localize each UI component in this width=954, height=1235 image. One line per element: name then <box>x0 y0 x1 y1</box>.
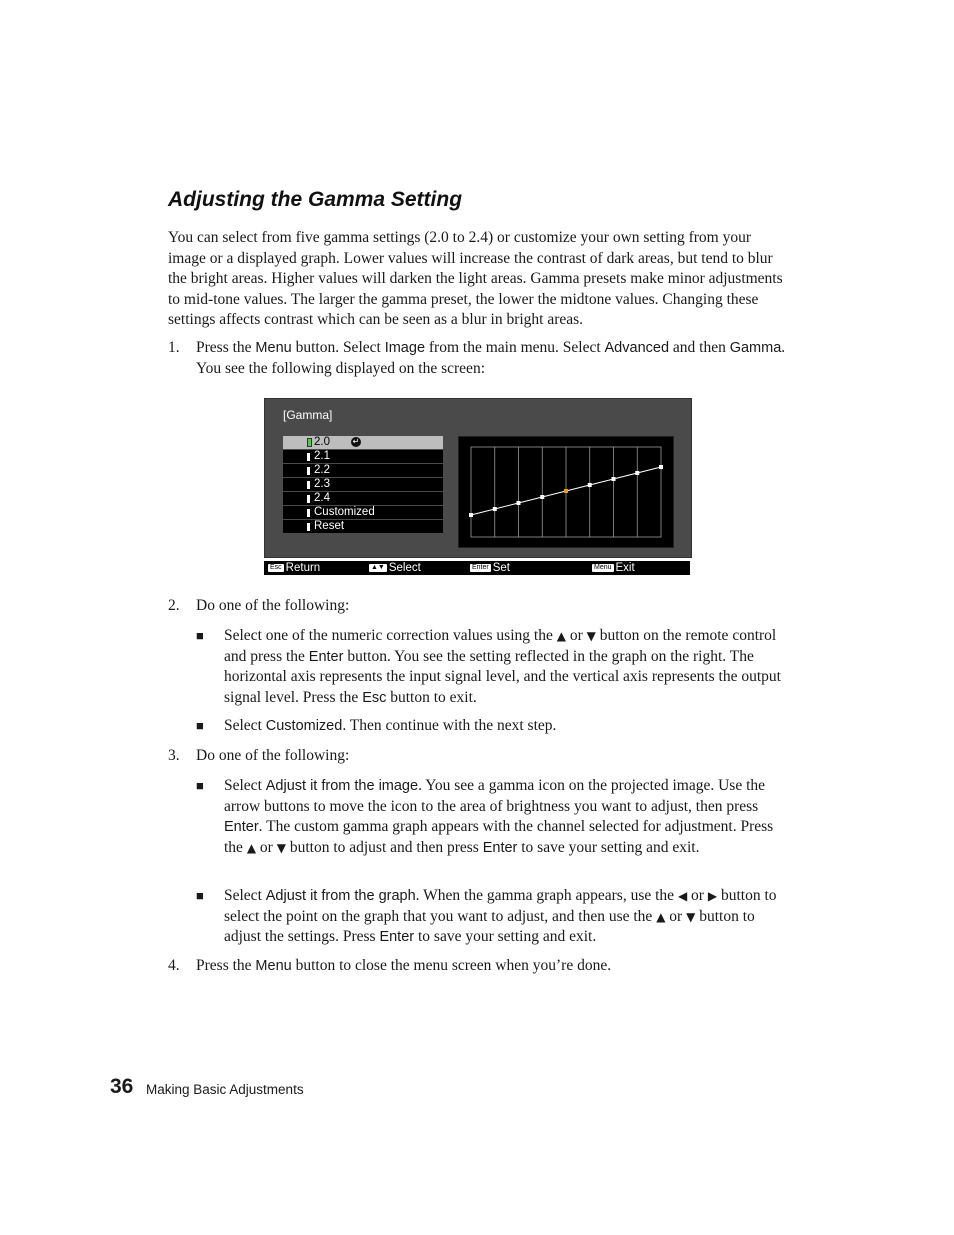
option-indicator-icon <box>307 509 310 517</box>
text: to save your setting and exit. <box>517 838 700 856</box>
text: button to adjust and then press <box>285 838 483 856</box>
text: Select <box>224 717 266 734</box>
option-label: 2.2 <box>314 464 330 476</box>
step-1 <box>168 338 786 379</box>
step-text <box>196 338 786 379</box>
text: Press the <box>196 957 256 974</box>
gamma-point[interactable] <box>517 501 521 505</box>
text: Press the <box>196 339 256 356</box>
ui-term: Enter <box>379 929 415 945</box>
gamma-graph-svg <box>459 437 673 547</box>
ui-term: Advanced <box>604 340 670 356</box>
help-select <box>369 561 421 575</box>
gamma-point[interactable] <box>469 513 473 517</box>
bullet-square-icon: ■ <box>196 888 204 903</box>
help-label: Exit <box>615 562 635 574</box>
menu-help-bar <box>264 561 690 575</box>
step-2-bullet-1 <box>196 626 786 708</box>
help-set <box>470 561 510 575</box>
text: button on the remote control and press the <box>224 627 777 665</box>
ui-term: Enter <box>482 839 518 856</box>
text: button to exit. <box>386 688 477 706</box>
ui-term: Gamma <box>729 340 782 356</box>
option-indicator-icon <box>307 481 310 489</box>
page-number: 36 <box>110 1075 134 1098</box>
bullet-square-icon: ■ <box>196 718 204 733</box>
gamma-point[interactable] <box>588 483 592 487</box>
option-label: Customized <box>314 506 375 518</box>
step-text: Do one of the following: <box>196 747 350 764</box>
ui-term: Customized <box>265 718 343 734</box>
gamma-option[interactable] <box>283 450 443 463</box>
esc-key-icon: Esc <box>270 564 282 571</box>
option-label: 2.4 <box>314 492 330 504</box>
step-3-bullet-2 <box>196 886 786 948</box>
ui-term: Enter <box>224 819 259 835</box>
ui-term: Enter <box>308 648 344 665</box>
text: button to adjust the settings. Press <box>224 907 755 945</box>
text: button. Select <box>291 339 385 356</box>
text: . You see the following displayed on the screen: <box>196 339 786 377</box>
gamma-option[interactable] <box>283 506 443 519</box>
up-arrow-icon: ▲ <box>656 909 666 924</box>
option-indicator-icon <box>307 438 312 447</box>
ui-term: Adjust it from the graph <box>265 888 416 904</box>
step-number: 1. <box>168 339 180 356</box>
text: or <box>687 887 708 904</box>
option-label: 2.1 <box>314 450 330 462</box>
step-number: 3. <box>168 747 180 764</box>
text: or <box>665 907 687 925</box>
bullet-square-icon: ■ <box>196 628 204 643</box>
down-arrow-icon: ▼ <box>276 840 286 855</box>
section-heading: Adjusting the Gamma Setting <box>168 188 463 211</box>
arrow-keys-icon: ▲▼ <box>371 564 385 571</box>
ui-term: Menu <box>255 958 292 974</box>
down-arrow-icon: ▼ <box>586 629 596 643</box>
help-exit <box>592 561 635 575</box>
gamma-point[interactable] <box>635 471 639 475</box>
text: to save your setting and exit. <box>414 928 597 945</box>
gamma-menu-title: [Gamma] <box>283 408 333 422</box>
right-arrow-icon: ▶ <box>707 889 718 903</box>
gamma-point[interactable] <box>493 507 497 511</box>
ui-term: Esc <box>362 689 387 706</box>
help-label: Select <box>388 562 421 574</box>
footer-section-title: Making Basic Adjustments <box>146 1082 304 1097</box>
enter-return-icon: ↵ <box>352 437 360 446</box>
left-arrow-icon: ◀ <box>677 889 688 903</box>
text: button. You see the setting reflected in the graph on the right. The horizontal axis represents the input signal level, and the vertical axis represents the output signal level. Press the <box>224 647 781 706</box>
step-3-bullet-1 <box>196 776 786 858</box>
option-indicator-icon <box>307 453 310 461</box>
down-arrow-icon: ▼ <box>686 909 696 924</box>
step-number: 4. <box>168 957 180 974</box>
text: Select <box>224 777 266 794</box>
bullet-text <box>224 716 786 737</box>
help-label: Set <box>492 562 510 574</box>
text: . You see a gamma icon on the projected image. Use the arrow buttons to move the icon to the area of brightness you want to adjust, then press <box>224 777 766 815</box>
gamma-point-selected[interactable] <box>564 489 568 493</box>
gamma-graph <box>458 436 674 548</box>
text: Select <box>224 887 266 904</box>
gamma-option[interactable] <box>283 478 443 491</box>
text: . When the gamma graph appears, use the <box>415 887 678 904</box>
option-indicator-icon <box>307 495 310 503</box>
text: button to close the menu screen when you’re done. <box>291 957 612 974</box>
gamma-option[interactable] <box>283 436 443 449</box>
gamma-option[interactable] <box>283 520 443 533</box>
intro-paragraph: You can select from five gamma settings (2.0 to 2.4) or customize your own setting from your image or a displayed graph. Lower values will increase the contrast of dark areas, but tend to blur the bright areas. Higher values will darken the light areas. Gamma presets make minor adjustments to mid-tone values. The larger the gamma preset, the lower the midtone values. Changing these settings affects contrast which can be seen as a blur in bright areas. <box>168 229 783 328</box>
gamma-option-list <box>283 436 443 534</box>
step-text: Do one of the following: <box>196 597 350 614</box>
step-text <box>196 956 786 977</box>
bullet-text <box>224 626 786 708</box>
step-2 <box>168 596 786 617</box>
step-3 <box>168 746 786 767</box>
text: or <box>256 838 277 856</box>
gamma-point[interactable] <box>659 465 663 469</box>
option-indicator-icon <box>307 523 310 531</box>
up-arrow-icon: ▲ <box>246 840 257 855</box>
bullet-text <box>224 886 786 948</box>
text: or <box>565 627 587 644</box>
gamma-option[interactable] <box>283 492 443 505</box>
option-label: Reset <box>314 520 345 532</box>
option-indicator-icon <box>307 467 310 475</box>
text: from the main menu. Select <box>425 339 605 356</box>
text: . The custom gamma graph appears with the channel selected for adjustment. Press the <box>224 818 774 856</box>
gamma-point[interactable] <box>540 495 544 499</box>
step-2-bullet-2 <box>196 716 786 737</box>
help-return <box>268 561 320 575</box>
step-4 <box>168 956 786 977</box>
text: and then <box>669 339 730 356</box>
bullet-square-icon: ■ <box>196 778 204 793</box>
text: button to select the point on the graph that you want to adjust, and then use the <box>224 887 777 925</box>
gamma-point[interactable] <box>612 477 616 481</box>
text: . Then continue with the next step. <box>342 717 557 734</box>
up-arrow-icon: ▲ <box>556 629 566 643</box>
gamma-menu-screenshot <box>264 398 692 558</box>
ui-term: Adjust it from the image <box>265 778 419 794</box>
option-label: 2.3 <box>314 478 330 490</box>
help-label: Return <box>285 562 321 574</box>
ui-term: Menu <box>255 340 292 356</box>
enter-key-icon: Enter <box>472 564 489 571</box>
ui-term: Image <box>384 340 426 356</box>
gamma-option[interactable] <box>283 464 443 477</box>
step-number: 2. <box>168 597 180 614</box>
text: Select one of the numeric correction values using the <box>224 627 557 644</box>
menu-key-icon: Menu <box>594 564 612 571</box>
bullet-text <box>224 776 786 858</box>
option-label: 2.0 <box>314 436 330 448</box>
